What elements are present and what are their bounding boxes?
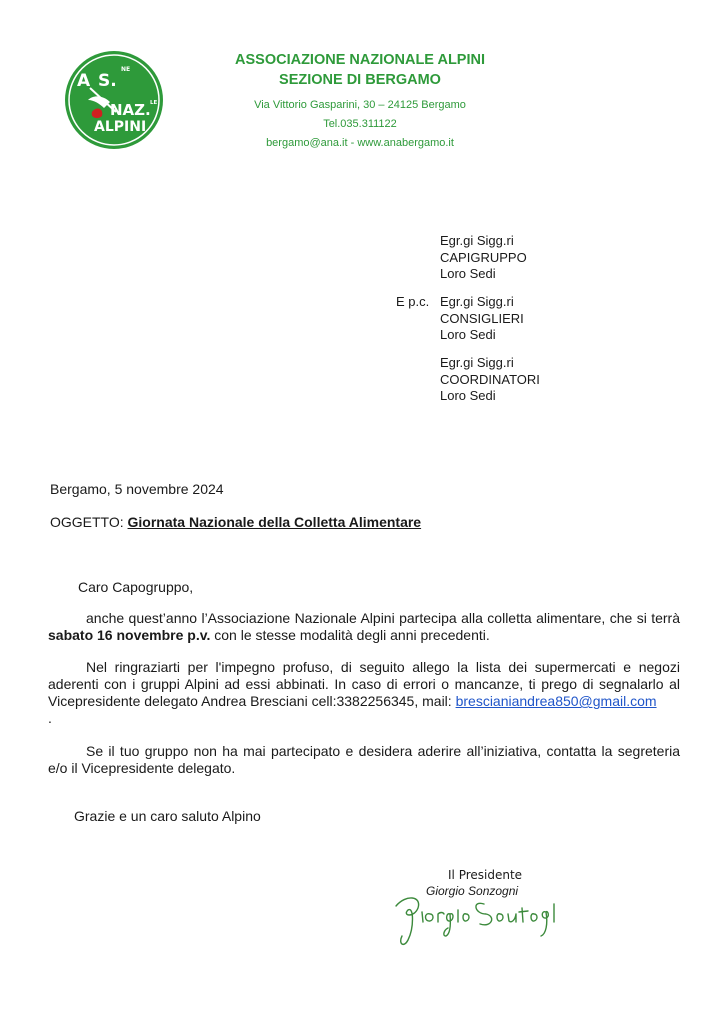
subject-label: OGGETTO: bbox=[50, 514, 124, 530]
recipient-group-coordinatori bbox=[440, 355, 540, 405]
paragraph-1-text-a: anche quest’anno l’Associazione Nazionale Alpini partecipa alla colletta alimentare, che si terrà bbox=[86, 610, 680, 626]
address: Via Vittorio Gasparini, 30 – 24125 Bergamo bbox=[254, 99, 466, 111]
recipient-role: CONSIGLIERI bbox=[440, 310, 524, 326]
logo-text-le: LE bbox=[150, 100, 158, 106]
paragraph-2 bbox=[48, 659, 680, 727]
paragraph-2-text: Nel ringraziarti per l'impegno profuso, di seguito allego la lista dei supermercati e negozi aderenti con i gruppi Alpini ad essi abbinati. In caso di errori o mancanze, ti prego di segnalarlo al Vicepresidente delegato Andrea Bresciani cell:3382256345, mail: bbox=[48, 659, 680, 709]
recipient-salutation: Egr.gi Sigg.ri bbox=[440, 294, 514, 309]
recipient-location: Loro Sedi bbox=[440, 327, 496, 342]
greeting: Caro Capogruppo, bbox=[78, 579, 194, 595]
section-name: SEZIONE DI BERGAMO bbox=[279, 72, 441, 88]
handwritten-signature bbox=[388, 888, 568, 952]
paragraph-1-text-b: con le stesse modalità degli anni precedenti. bbox=[210, 627, 490, 643]
recipient-location: Loro Sedi bbox=[440, 388, 496, 403]
paragraph-1 bbox=[48, 610, 680, 644]
logo-text-ne: NE bbox=[121, 66, 131, 73]
org-name: ASSOCIAZIONE NAZIONALE ALPINI bbox=[235, 52, 485, 68]
logo-text-s: S. bbox=[98, 71, 117, 91]
subject-value: Giornata Nazionale della Colletta Alimentare bbox=[127, 514, 422, 530]
contacts: bergamo@ana.it - www.anabergamo.it bbox=[266, 137, 454, 149]
paragraph-3: Se il tuo gruppo non ha mai partecipato e desidera aderire all’iniziativa, contatta la segreteria e/o il Vicepresidente delegato. bbox=[48, 743, 680, 776]
recipient-group-consiglieri bbox=[440, 294, 524, 344]
paragraph-1-date: sabato 16 novembre p.v. bbox=[48, 627, 211, 643]
letterhead bbox=[180, 50, 540, 153]
recipient-salutation: Egr.gi Sigg.ri bbox=[440, 355, 514, 370]
epc-label: E p.c. bbox=[396, 294, 430, 309]
recipient-location: Loro Sedi bbox=[440, 266, 496, 281]
paragraph-2-end: . bbox=[48, 710, 52, 726]
subject-line bbox=[50, 513, 421, 531]
signatory-role: Il Presidente bbox=[448, 868, 523, 882]
recipient-group-capigruppo bbox=[440, 233, 527, 283]
logo-text-alpini: ALPINI bbox=[94, 119, 147, 135]
recipient-role: CAPIGRUPPO bbox=[440, 249, 527, 265]
recipient-role: COORDINATORI bbox=[440, 371, 540, 387]
signatory-name: Giorgio Sonzogni bbox=[426, 884, 519, 898]
logo-text-naz: NAZ. bbox=[110, 101, 151, 119]
phone: Tel.035.311122 bbox=[323, 118, 397, 130]
ana-logo bbox=[64, 50, 164, 150]
logo-text-a: A bbox=[77, 71, 91, 91]
recipient-salutation: Egr.gi Sigg.ri bbox=[440, 233, 514, 248]
email-link[interactable]: brescianiandrea850@gmail.com bbox=[455, 693, 657, 709]
date-line: Bergamo, 5 novembre 2024 bbox=[50, 481, 224, 497]
closing: Grazie e un caro saluto Alpino bbox=[74, 808, 261, 824]
